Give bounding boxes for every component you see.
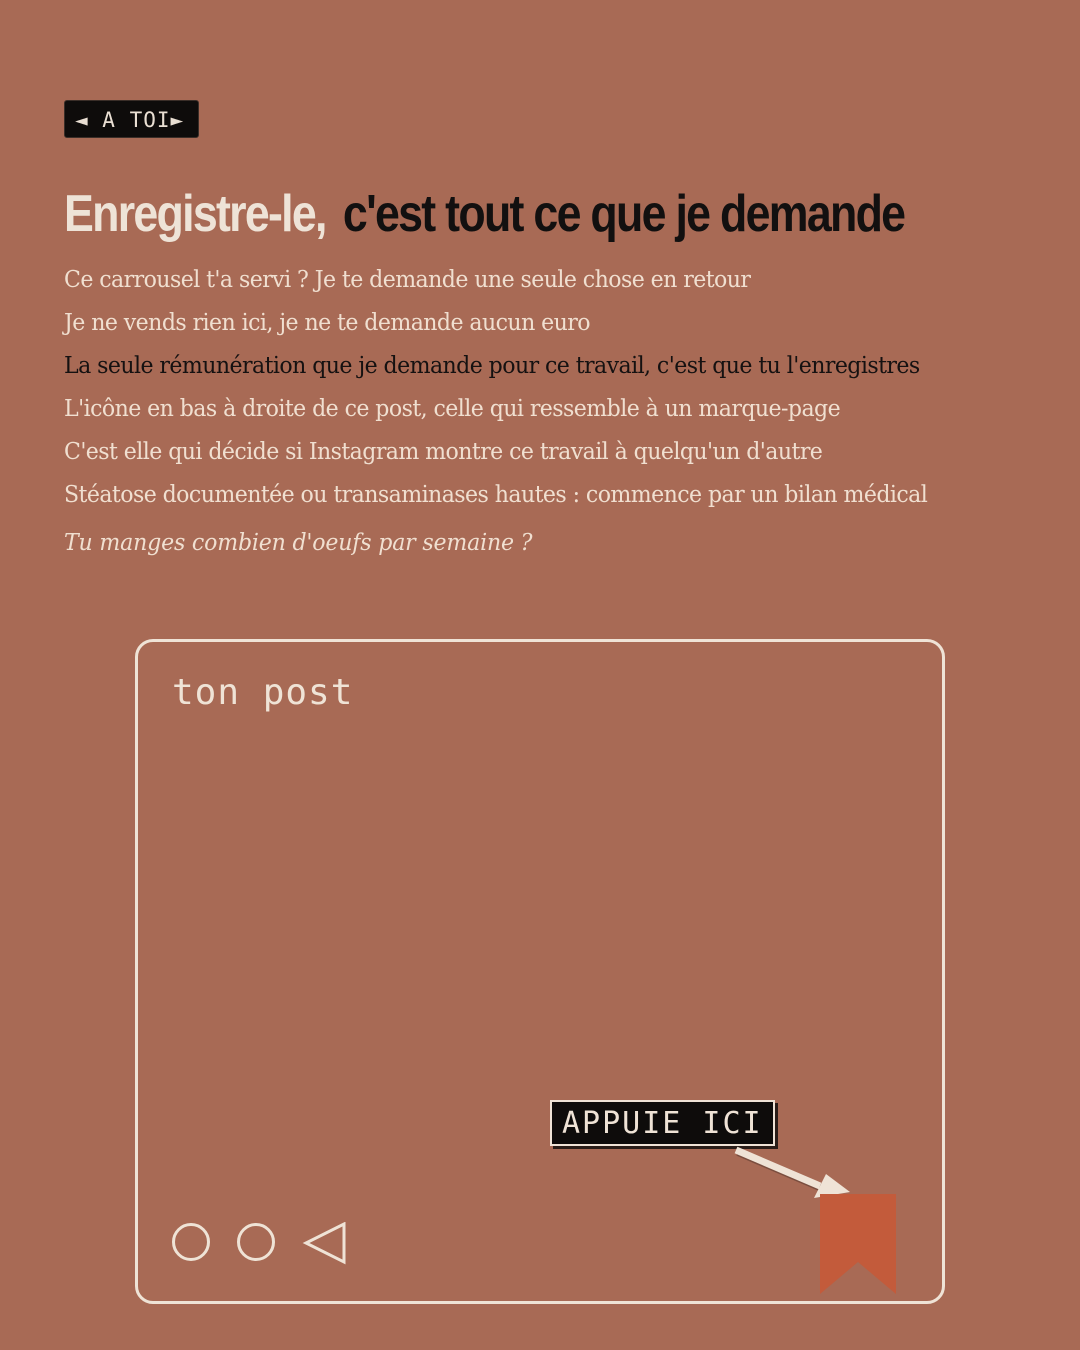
post-label: ton post [172, 672, 354, 713]
headline-part-1: Enregistre-le, [64, 185, 326, 243]
body-line: L'icône en bas à droite de ce post, celle qui ressemble à un marque-page [64, 396, 841, 422]
bookmark-icon[interactable] [820, 1194, 896, 1294]
headline-part-2: c'est tout ce que je demande [342, 185, 905, 243]
comment-ring-icon[interactable] [237, 1223, 275, 1261]
post-mockup-frame [135, 639, 945, 1304]
body-lines [64, 259, 963, 565]
body-line-highlight: La seule rémunération que je demande pour ce travail, c'est que tu l'enregistres [64, 353, 920, 379]
body-line: Stéatose documentée ou transaminases hautes : commence par un bilan médical [64, 482, 928, 508]
like-ring-icon[interactable] [172, 1223, 210, 1261]
question-line: Tu manges combien d'oeufs par semaine ? [64, 530, 533, 556]
body-line: Ce carrousel t'a servi ? Je te demande une seule chose en retour [64, 267, 751, 293]
a-toi-tag: ◄ A TOI► [64, 100, 199, 138]
share-triangle-icon[interactable] [302, 1222, 348, 1266]
body-line: Je ne vends rien ici, je ne te demande aucun euro [64, 310, 591, 336]
body-line: C'est elle qui décide si Instagram montre ce travail à quelqu'un d'autre [64, 439, 823, 465]
appuie-ici-callout: APPUIE ICI [550, 1100, 775, 1146]
headline [64, 178, 905, 250]
